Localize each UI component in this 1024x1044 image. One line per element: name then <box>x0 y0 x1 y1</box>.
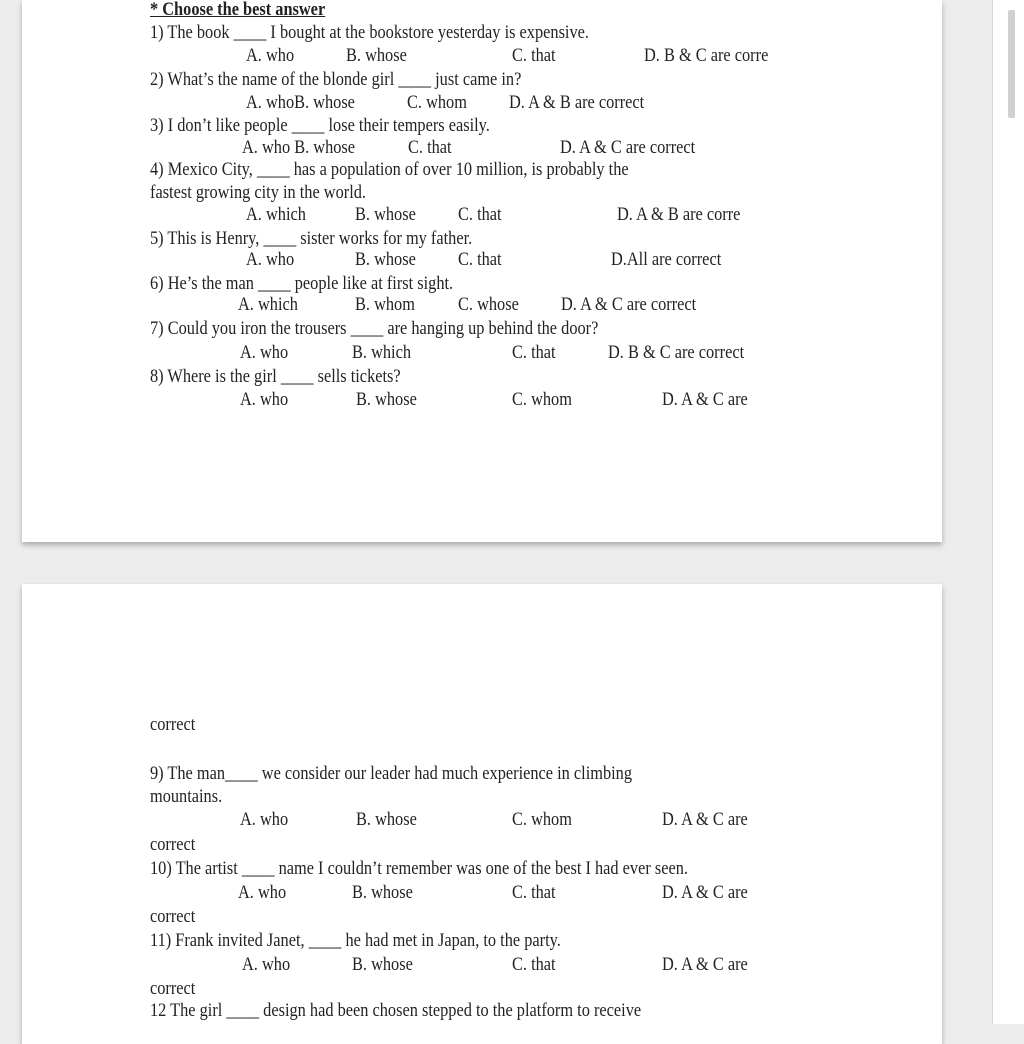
q8-option-a: A. who <box>240 389 289 410</box>
question-9-stem-continued: mountains. <box>150 786 223 807</box>
q9-option-d: D. A & C are <box>662 809 748 830</box>
q4-option-b: B. whose <box>355 204 416 225</box>
question-4-stem-continued: fastest growing city in the world. <box>150 182 367 203</box>
side-panel <box>992 0 1024 1024</box>
q5-option-c: C. that <box>458 249 502 270</box>
q6-option-b: B. whom <box>355 294 415 315</box>
q5-option-d: D.All are correct <box>611 249 722 270</box>
question-11-stem: 11) Frank invited Janet, ____ he had met in Japan, to the party. <box>150 930 561 951</box>
q5-option-b: B. whose <box>355 249 416 270</box>
q11-option-d: D. A & C are <box>662 954 748 975</box>
question-3-stem: 3) I don’t like people ____ lose their tempers easily. <box>150 115 490 136</box>
q4-option-c: C. that <box>458 204 502 225</box>
scrollbar-thumb[interactable] <box>1008 10 1015 118</box>
q7-option-a: A. who <box>240 342 289 363</box>
q8-option-d: D. A & C are <box>662 389 748 410</box>
q8-option-d-continued: correct <box>150 714 196 735</box>
q3-option-d: D. A & C are correct <box>560 137 696 158</box>
question-4-stem: 4) Mexico City, ____ has a population of over 10 million, is probably the <box>150 159 629 180</box>
q9-option-a: A. who <box>240 809 289 830</box>
question-6-stem: 6) He’s the man ____ people like at first sight. <box>150 273 454 294</box>
q9-option-b: B. whose <box>356 809 417 830</box>
q2-option-d: D. A & B are correct <box>509 92 645 113</box>
question-1-stem: 1) The book ____ I bought at the bookstore yesterday is expensive. <box>150 22 589 43</box>
q1-option-c: C. that <box>512 45 556 66</box>
q10-option-c: C. that <box>512 882 556 903</box>
question-10-stem: 10) The artist ____ name I couldn’t remember was one of the best I had ever seen. <box>150 858 688 879</box>
q5-option-a: A. who <box>246 249 295 270</box>
q6-option-d: D. A & C are correct <box>561 294 697 315</box>
q2-option-ab: A. whoB. whose <box>246 92 355 113</box>
q7-option-d: D. B & C are correct <box>608 342 745 363</box>
question-5-stem: 5) This is Henry, ____ sister works for my father. <box>150 228 473 249</box>
section-heading: * Choose the best answer <box>150 0 326 20</box>
question-7-stem: 7) Could you iron the trousers ____ are hanging up behind the door? <box>150 318 599 339</box>
q3-option-ab: A. who B. whose <box>242 137 356 158</box>
q1-option-b: B. whose <box>346 45 407 66</box>
q4-option-a: A. which <box>246 204 306 225</box>
question-2-stem: 2) What’s the name of the blonde girl ____ just came in? <box>150 69 522 90</box>
q11-option-b: B. whose <box>352 954 413 975</box>
q11-option-d-continued: correct <box>150 978 196 999</box>
q8-option-c: C. whom <box>512 389 572 410</box>
q9-option-c: C. whom <box>512 809 572 830</box>
q10-option-b: B. whose <box>352 882 413 903</box>
q10-option-d-continued: correct <box>150 906 196 927</box>
q4-option-d: D. A & B are corre <box>617 204 741 225</box>
q6-option-c: C. whose <box>458 294 519 315</box>
page-sheet-2 <box>22 584 942 1044</box>
question-8-stem: 8) Where is the girl ____ sells tickets? <box>150 366 401 387</box>
q11-option-c: C. that <box>512 954 556 975</box>
q10-option-a: A. who <box>238 882 287 903</box>
q10-option-d: D. A & C are <box>662 882 748 903</box>
question-12-stem: 12 The girl ____ design had been chosen stepped to the platform to receive <box>150 1000 642 1021</box>
q1-option-d: D. B & C are corre <box>644 45 769 66</box>
q8-option-b: B. whose <box>356 389 417 410</box>
question-9-stem: 9) The man____ we consider our leader had much experience in climbing <box>150 763 633 784</box>
q1-option-a: A. who <box>246 45 295 66</box>
q11-option-a: A. who <box>242 954 291 975</box>
q3-option-c: C. that <box>408 137 452 158</box>
q9-option-d-continued: correct <box>150 834 196 855</box>
q2-option-c: C. whom <box>407 92 467 113</box>
q7-option-c: C. that <box>512 342 556 363</box>
q6-option-a: A. which <box>238 294 298 315</box>
q7-option-b: B. which <box>352 342 412 363</box>
